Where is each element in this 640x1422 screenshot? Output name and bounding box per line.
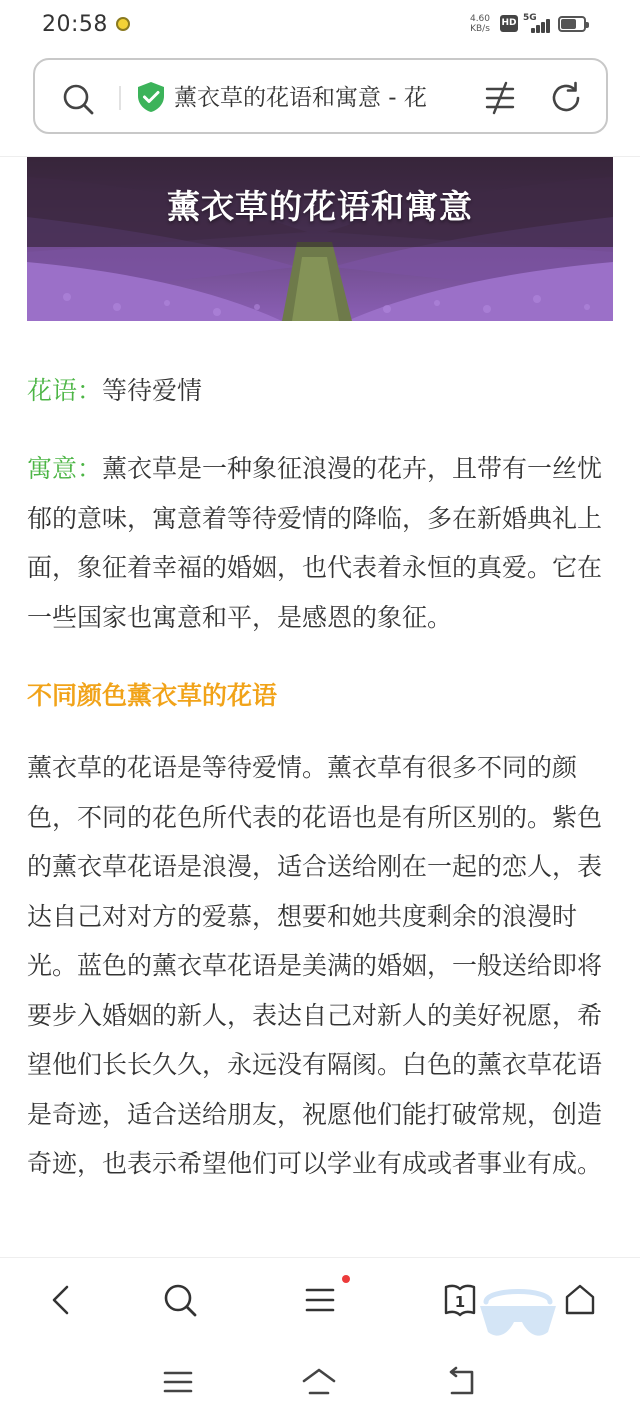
section-heading: 不同颜色薰衣草的花语 (27, 681, 278, 710)
floating-glasses-icon[interactable] (476, 1280, 560, 1348)
lavender-banner-image (27, 157, 613, 321)
address-bar[interactable] (33, 58, 608, 134)
shield-check-icon[interactable] (136, 81, 166, 113)
signal-icon (523, 13, 553, 35)
search-icon[interactable] (61, 82, 95, 116)
address-page-title[interactable]: 薰衣草的花语和寓意 - 花 (174, 85, 427, 111)
hd-badge: HD (500, 15, 518, 32)
system-nav-bar (0, 1350, 640, 1422)
back-icon[interactable] (42, 1280, 82, 1320)
home-icon[interactable] (560, 1280, 600, 1320)
recents-icon[interactable] (160, 1364, 196, 1400)
back-icon[interactable] (443, 1364, 479, 1400)
meaning-text: 薰衣草是一种象征浪漫的花卉，且带有一丝忧郁的意味，寓意着等待爱情的降临，多在新婚典礼上面，象征着幸福的婚姻，也代表着永恒的真爱。它在一些国家也寓意和平，是感恩的象征。 (27, 454, 603, 632)
address-separator (119, 86, 121, 110)
reader-mode-icon[interactable] (482, 80, 518, 116)
network-type: 5G (523, 13, 537, 23)
flower-language-label: 花语： (27, 376, 103, 405)
flower-language-line (27, 366, 202, 416)
notification-icon (116, 17, 130, 31)
status-time: 20:58 (42, 12, 108, 37)
menu-notification-dot (342, 1275, 350, 1283)
banner-title: 薰衣草的花语和寓意 (167, 187, 473, 226)
search-icon[interactable] (160, 1280, 200, 1320)
meaning-paragraph (27, 444, 617, 642)
network-speed (466, 14, 494, 34)
bookmarks-icon[interactable] (440, 1280, 480, 1320)
network-speed-value: 4.60 (469, 14, 491, 24)
refresh-icon[interactable] (548, 80, 584, 116)
home-icon[interactable] (301, 1364, 337, 1400)
body-paragraph: 薰衣草的花语是等待爱情。薰衣草有很多不同的颜色，不同的花色所代表的花语也是有所区别的。紫色的薰衣草花语是浪漫，适合送给刚在一起的恋人，表达自己对对方的爱慕，想要和她共度剩余的浪漫时光。蓝色的薰衣草花语是美满的婚姻，一般送给即将要步入婚姻的新人，表达自己对新人的美好祝愿，希望他们长长久久，永远没有隔阂。白色的薰衣草花语是奇迹，适合送给朋友，祝愿他们能打破常规，创造奇迹，也表示希望他们可以学业有成或者事业有成。 (27, 753, 603, 1178)
network-speed-unit: KB/s (470, 24, 490, 34)
status-bar (0, 0, 640, 52)
battery-icon (558, 16, 586, 32)
tab-count: 1 (454, 1293, 466, 1311)
meaning-label: 寓意： (27, 454, 103, 483)
flower-language-text: 等待爱情 (102, 376, 203, 405)
browser-toolbar (0, 1258, 640, 1348)
menu-icon[interactable] (300, 1280, 340, 1320)
